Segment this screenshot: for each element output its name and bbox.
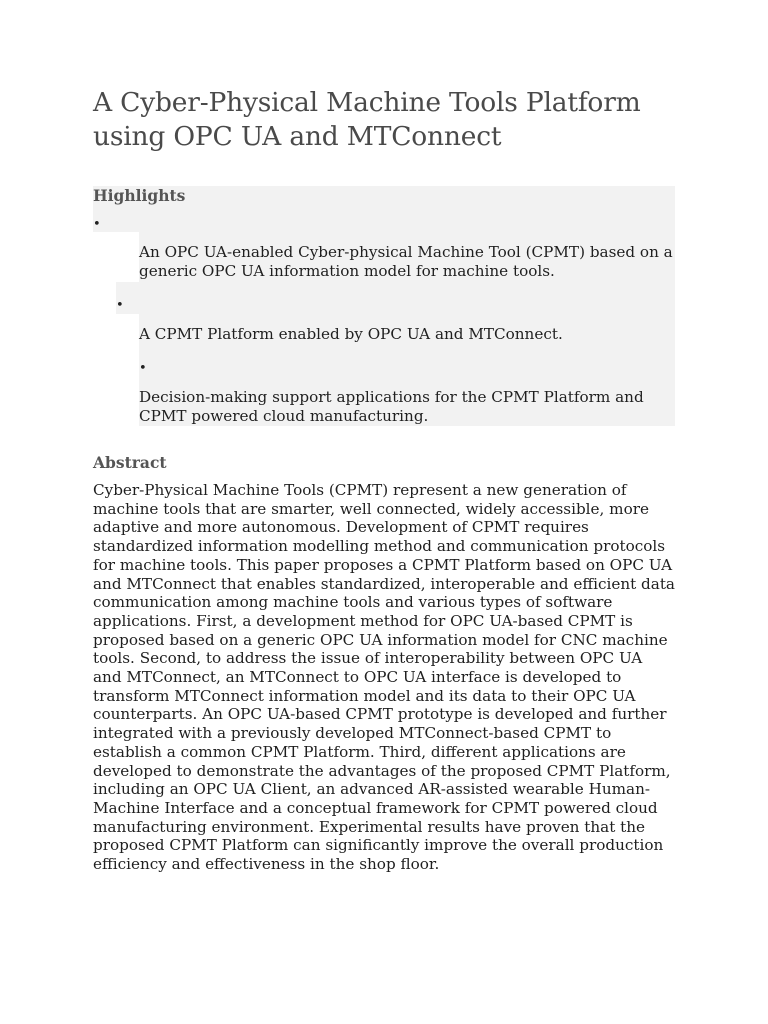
highlight-bullet-3: • — [139, 361, 147, 376]
abstract-heading: Abstract — [93, 453, 167, 472]
highlights-heading: Highlights — [93, 186, 186, 205]
highlight-item-3: Decision-making support applications for the CPMT Platform and CPMT powered cloud manufacturing. — [139, 388, 644, 425]
highlight-bullet-1: • — [93, 217, 101, 232]
highlight-bullet-2: • — [116, 298, 124, 313]
highlight-item-1: An OPC UA-enabled Cyber-physical Machine Tool (CPMT) based on a generic OPC UA information model for machine tools. — [139, 243, 673, 280]
highlight-item-2: A CPMT Platform enabled by OPC UA and MTConnect. — [139, 325, 563, 343]
highlights-background-bullet2 — [116, 282, 675, 314]
page-title: A Cyber-Physical Machine Tools Platform using OPC UA and MTConnect — [93, 87, 641, 152]
abstract-text: Cyber-Physical Machine Tools (CPMT) represent a new generation of machine tools that are smarter, well connected, widely accessible, more adaptive and more autonomous. Development of CPMT requires standardized information modelling method and communication protocols for machine tools. This paper proposes a CPMT Platform based on OPC UA and MTConnect that enables standardized, interoperable and efficient data communication among machine tools and various types of software applications. First, a development method for OPC UA-based CPMT is proposed based on a generic OPC UA information model for CNC machine tools. Second, to address the issue of interoperability between OPC UA and MTConnect, an MTConnect to OPC UA interface is developed to transform MTConnect information model and its data to their OPC UA counterparts. An OPC UA-based CPMT prototype is developed and further integrated with a previously developed MTConnect-based CPMT to establish a common CPMT Platform. Third, different applications are developed to demonstrate the advantages of the proposed CPMT Platform, including an OPC UA Client, an advanced AR-assisted wearable Human-Machine Interface and a conceptual framework for CPMT powered cloud manufacturing environment. Experimental results have proven that the proposed CPMT Platform can significantly improve the overall production efficiency and effectiveness in the shop floor. — [93, 481, 675, 874]
highlights-section — [93, 186, 675, 426]
